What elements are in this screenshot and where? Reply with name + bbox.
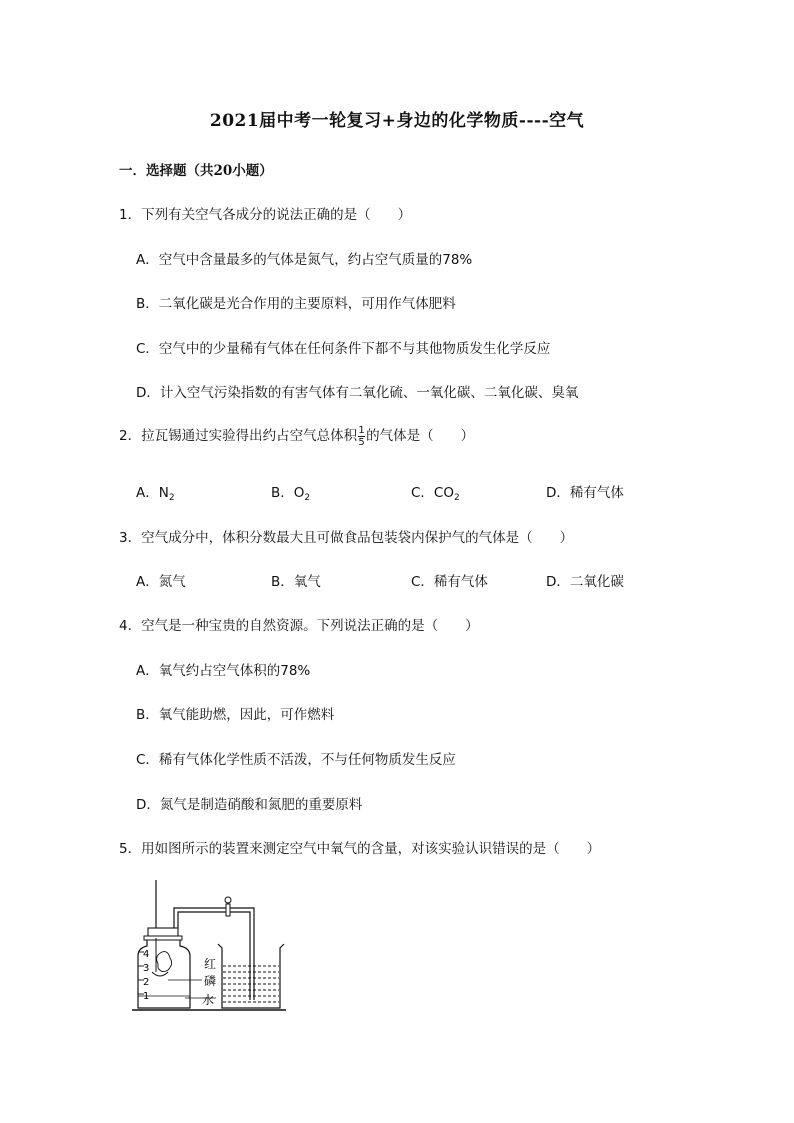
beaker [218, 944, 284, 1008]
page-title: 2021届中考一轮复习+身边的化学物质----空气 [209, 111, 585, 131]
label-phosphorus: 磷 [204, 974, 217, 988]
question-2-stem-before: 2．拉瓦锡通过实验得出约占空气总体积 [119, 428, 358, 444]
fraction-one-fifth [358, 425, 365, 448]
question-5-stem: 5．用如图所示的装置来测定空气中氧气的含量，对该实验认识错误的是（ ） [119, 841, 601, 857]
question-2-option-a: A．$N_2$ [136, 485, 175, 503]
beaker-water [223, 966, 279, 1002]
question-4-stem: 4．空气是一种宝贵的自然资源。下列说法正确的是（ ） [119, 618, 479, 634]
question-2-option-d: D．稀有气体 [546, 485, 624, 501]
question-1-stem: 1．下列有关空气各成分的说法正确的是（ ） [119, 207, 412, 223]
scale-mark-1: 1 [143, 991, 150, 1002]
scale-marks [138, 949, 149, 1002]
fraction-numerator: 1 [358, 424, 365, 436]
scale-mark-4: 4 [143, 949, 150, 960]
oxygen-measurement-apparatus-figure [130, 872, 290, 1017]
question-1-option-c: C．空气中的少量稀有气体在任何条件下都不与其他物质发生化学反应 [136, 341, 551, 357]
question-4-option-a: A．氧气约占空气体积的78% [136, 663, 311, 679]
scale-mark-2: 2 [143, 977, 150, 988]
question-2-option-b: B．$O_2$ [271, 485, 311, 503]
bottle-neck-rim [144, 936, 182, 940]
section-heading: 一．选择题（共20小题） [119, 163, 273, 179]
question-1-option-a: A．空气中含量最多的气体是氮气，约占空气质量的78% [136, 252, 473, 268]
question-4-option-c: C．稀有气体化学性质不活泼，不与任何物质发生反应 [136, 752, 456, 768]
label-red: 红 [204, 957, 217, 971]
fraction-denominator: 5 [358, 436, 365, 448]
question-4-option-b: B．氧气能助燃，因此，可作燃料 [136, 707, 335, 723]
question-4-option-d: D．氮气是制造硝酸和氮肥的重要原料 [136, 797, 363, 813]
spring-clamp [226, 904, 230, 916]
label-water: 水 [202, 993, 215, 1007]
question-1-option-b: B．二氧化碳是光合作用的主要原料，可用作气体肥料 [136, 296, 456, 312]
question-2-option-c: C．$CO_2$ [411, 485, 460, 503]
question-3-option-d: D．二氧化碳 [546, 574, 624, 590]
question-1-option-d: D．计入空气污染指数的有害气体有二氧化硫、一氧化碳、二氧化碳、臭氧 [136, 385, 579, 401]
combustion-spoon [152, 972, 168, 976]
flame-smoke [157, 952, 172, 972]
question-2-stem-after: 的气体是（ ） [366, 428, 475, 444]
question-3-option-a: A．氮气 [136, 574, 186, 590]
question-3-option-c: C．稀有气体 [411, 574, 488, 590]
scale-mark-3: 3 [143, 963, 150, 974]
question-2-stem [119, 424, 474, 448]
question-3-option-b: B．氧气 [271, 574, 321, 590]
question-3-stem: 3．空气成分中，体积分数最大且可做食品包装袋内保护气的气体是（ ） [119, 530, 574, 546]
